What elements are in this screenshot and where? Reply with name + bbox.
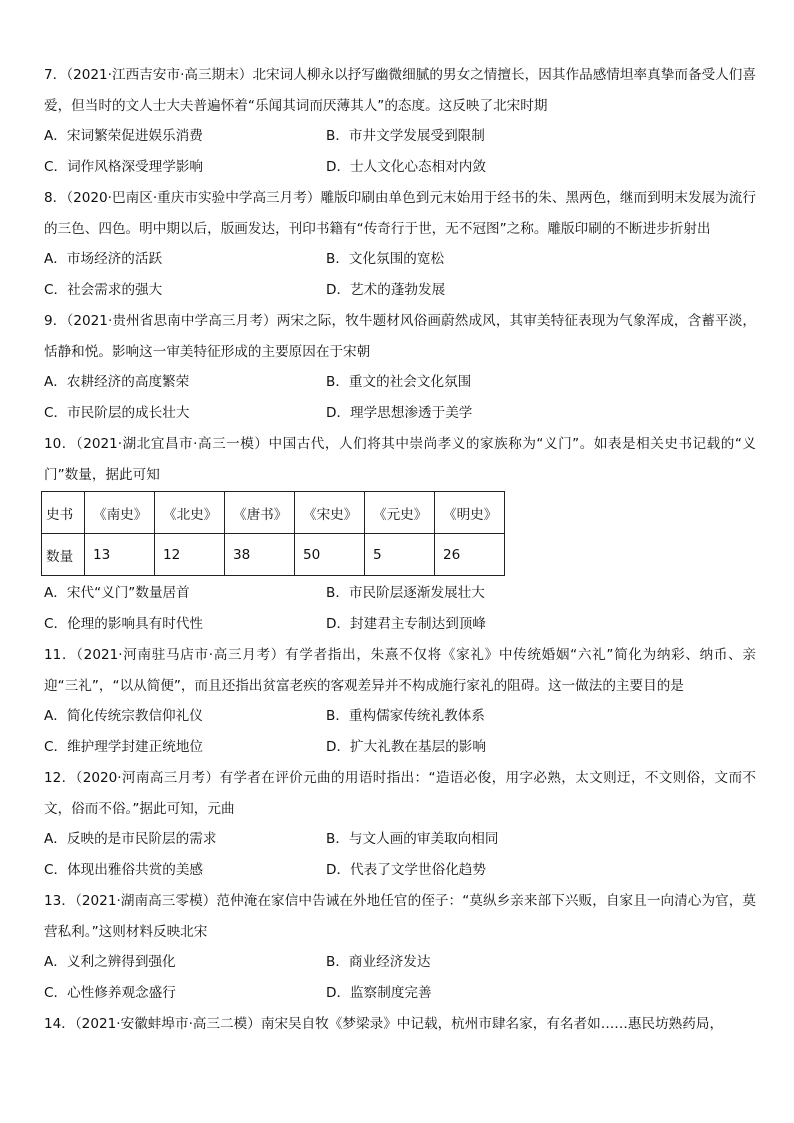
table-header-cell: 《明史》 xyxy=(435,492,505,534)
option-grid xyxy=(44,947,756,1009)
table-cell: 5 xyxy=(365,534,435,576)
question-9 xyxy=(44,306,756,429)
option-grid xyxy=(44,824,756,886)
option-b[interactable]: B．市民阶层逐渐发展壮大 xyxy=(326,585,485,601)
option-b[interactable]: B．与文人画的审美取向相同 xyxy=(326,831,499,847)
question-14 xyxy=(44,1009,756,1040)
question-13 xyxy=(44,886,756,1009)
option-grid xyxy=(44,578,756,640)
option-d[interactable]: D．理学思想渗透于美学 xyxy=(326,405,473,421)
option-b[interactable]: B．重文的社会文化氛围 xyxy=(326,374,472,390)
option-a[interactable]: A．义利之辨得到强化 xyxy=(44,954,176,970)
table-header-cell: 《唐书》 xyxy=(225,492,295,534)
option-d[interactable]: D．封建君主专制达到顶峰 xyxy=(326,616,486,632)
option-b[interactable]: B．重构儒家传统礼教体系 xyxy=(326,708,485,724)
table-header-cell: 《北史》 xyxy=(155,492,225,534)
option-c[interactable]: C．体现出雅俗共赏的美感 xyxy=(44,862,204,878)
option-d[interactable]: D．艺术的蓬勃发展 xyxy=(326,282,446,298)
exam-page xyxy=(44,60,756,1040)
option-d[interactable]: D．士人文化心态相对内敛 xyxy=(326,159,486,175)
table-header-cell: 《南史》 xyxy=(85,492,155,534)
table-header-cell: 《宋史》 xyxy=(295,492,365,534)
table-cell: 12 xyxy=(155,534,225,576)
option-c[interactable]: C．心性修养观念盛行 xyxy=(44,985,176,1001)
table-cell: 数量 xyxy=(42,534,85,576)
option-grid xyxy=(44,701,756,763)
question-stem: 14．（2021·安徽蚌埠市·高三二模）南宋吴自牧《梦梁录》中记载，杭州市肆名家，有名者如……惠民坊熟药局， xyxy=(44,1016,724,1032)
table-cell: 50 xyxy=(295,534,365,576)
option-c[interactable]: C．市民阶层的成长壮大 xyxy=(44,405,190,421)
question-stem: 8．（2020·巴南区·重庆市实验中学高三月考）雕版印刷由单色到元末始用于经书的朱、黑两色，继而到明末发展为流行的三色、四色。明中期以后，版画发达，刊印书籍有“传奇行于世，无不冠图”之称。雕版印刷的不断进步折射出 xyxy=(44,190,756,237)
option-d[interactable]: D．扩大礼教在基层的影响 xyxy=(326,739,486,755)
question-stem: 9．（2021·贵州省思南中学高三月考）两宋之际，牧牛题材风俗画蔚然成风，其审美特征表现为气象浑成，含蓄平淡，恬静和悦。影响这一审美特征形成的主要原因在于宋朝 xyxy=(44,313,756,360)
option-grid xyxy=(44,367,756,429)
question-7 xyxy=(44,60,756,183)
question-11 xyxy=(44,640,756,763)
question-8 xyxy=(44,183,756,306)
table-header-row xyxy=(42,492,505,534)
table-header-cell: 史书 xyxy=(42,492,85,534)
question-10 xyxy=(44,429,756,640)
option-d[interactable]: D．监察制度完善 xyxy=(326,985,432,1001)
yimen-count-table xyxy=(41,491,505,576)
option-a[interactable]: A．反映的是市民阶层的需求 xyxy=(44,831,217,847)
option-c[interactable]: C．社会需求的强大 xyxy=(44,282,163,298)
option-grid xyxy=(44,244,756,306)
question-12 xyxy=(44,763,756,886)
option-a[interactable]: A．市场经济的活跃 xyxy=(44,251,163,267)
option-b[interactable]: B．市井文学发展受到限制 xyxy=(326,128,485,144)
table-row xyxy=(42,534,505,576)
table-cell: 26 xyxy=(435,534,505,576)
option-b[interactable]: B．商业经济发达 xyxy=(326,954,431,970)
question-stem: 10．（2021·湖北宜昌市·高三一模）中国古代，人们将其中崇尚孝义的家族称为“义门”。如表是相关史书记载的“义门”数量，据此可知 xyxy=(44,436,756,483)
option-c[interactable]: C．维护理学封建正统地位 xyxy=(44,739,204,755)
table-cell: 13 xyxy=(85,534,155,576)
option-c[interactable]: C．伦理的影响具有时代性 xyxy=(44,616,204,632)
option-d[interactable]: D．代表了文学世俗化趋势 xyxy=(326,862,486,878)
question-stem: 12．（2020·河南高三月考）有学者在评价元曲的用语时指出：“造语必俊，用字必熟，太文则迂，不文则俗，文而不文，俗而不俗。”据此可知，元曲 xyxy=(44,770,756,817)
table-header-cell: 《元史》 xyxy=(365,492,435,534)
option-grid xyxy=(44,121,756,183)
option-a[interactable]: A．简化传统宗教信仰礼仪 xyxy=(44,708,203,724)
option-b[interactable]: B．文化氛围的宽松 xyxy=(326,251,445,267)
option-a[interactable]: A．宋词繁荣促进娱乐消费 xyxy=(44,128,203,144)
option-a[interactable]: A．宋代“义门”数量居首 xyxy=(44,585,190,601)
table-cell: 38 xyxy=(225,534,295,576)
option-c[interactable]: C．词作风格深受理学影响 xyxy=(44,159,204,175)
question-stem: 11．（2021·河南驻马店市·高三月考）有学者指出，朱熹不仅将《家礼》中传统婚姻“六礼”简化为纳彩、纳币、亲迎“三礼”，“以从简便”，而且还指出贫富老疾的客观差异并不构成施行家礼的阻碍。这一做法的主要目的是 xyxy=(44,647,756,694)
question-stem: 13．（2021·湖南高三零模）范仲淹在家信中告诫在外地任官的侄子：“莫纵乡亲来部下兴贩，自家且一向清心为官，莫营私利。”这则材料反映北宋 xyxy=(44,893,756,940)
option-a[interactable]: A．农耕经济的高度繁荣 xyxy=(44,374,190,390)
question-stem: 7．（2021·江西吉安市·高三期末）北宋词人柳永以抒写幽微细腻的男女之情擅长，因其作品感情坦率真挚而备受人们喜爱，但当时的文人士大夫普遍怀着“乐闻其词而厌薄其人”的态度。这反映了北宋时期 xyxy=(44,67,756,114)
